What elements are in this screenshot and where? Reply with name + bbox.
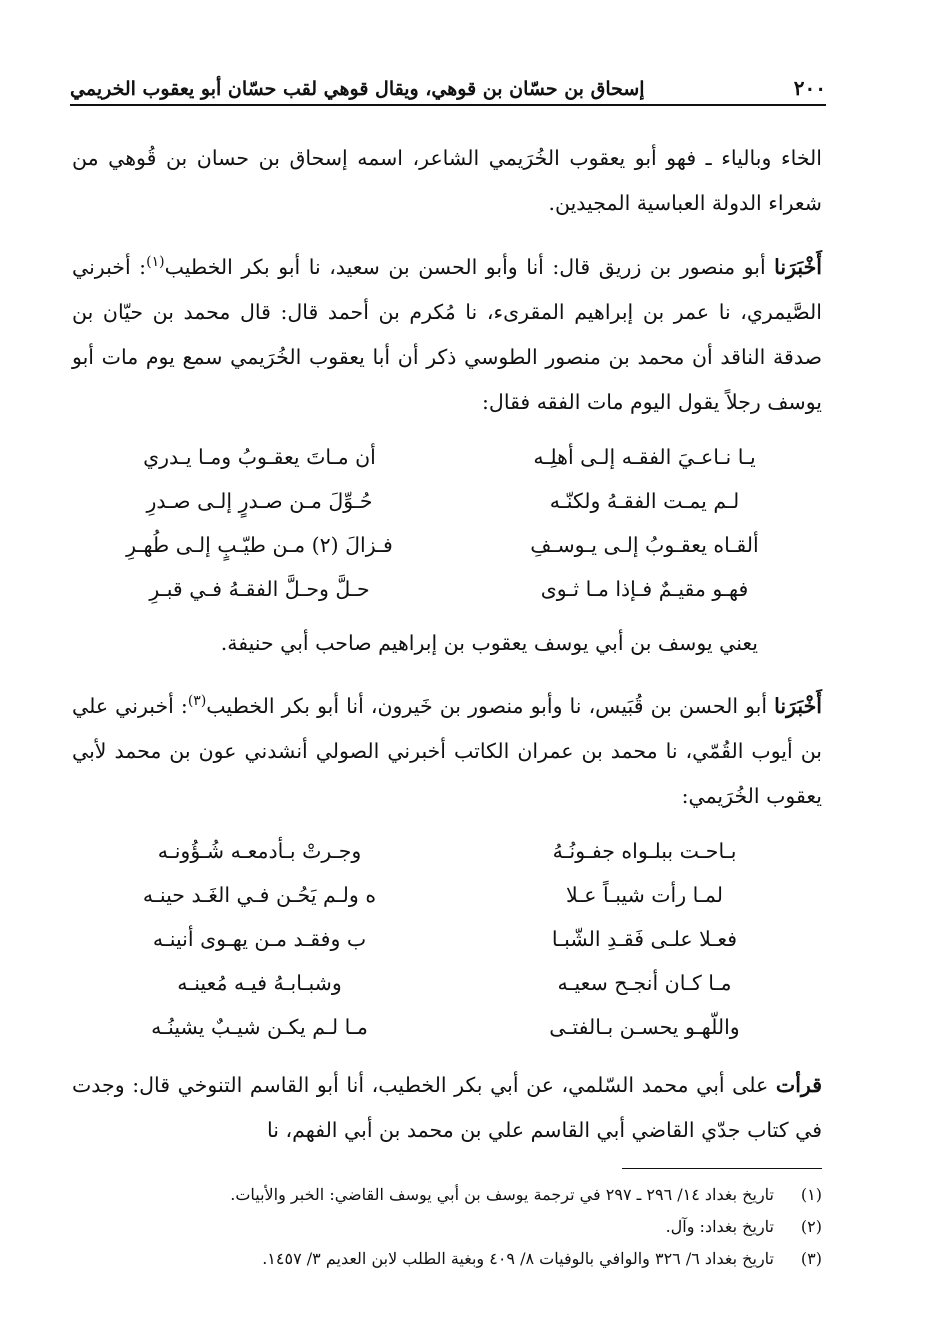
- verse-first-hemistich: لمـا رأت شيبـاً عـلا: [565, 882, 724, 907]
- paragraph-3-lead: أَخْبَرَنا: [774, 693, 822, 718]
- paragraph-3-text-a: أبو الحسن بن قُبَيس، نا وأبو منصور بن خَيرون، أنا أبو بكر الخطيب: [206, 693, 768, 718]
- page-number: ٢٠٠: [793, 76, 826, 100]
- footnote-number: (٣): [800, 1249, 822, 1268]
- verse-second-hemistich: ه ولـم يَحُـن فـي الغَـد حينـه: [142, 882, 377, 907]
- paragraph-4-lead: قرأت: [775, 1072, 822, 1097]
- footnote-1: [72, 1179, 822, 1211]
- paragraph-2-text-b: : أخبرني الصَّيمري، نا عمر بن إبراهيم المقرىء، نا مُكرم بن أحمد قال: قال محمد بن حيّان بن صدقة الناقد أن محمد بن منصور الطوسي ذكر أن أبا يعقوب الخُرَيمي سمع يوم مات أبو يوسف رجلاً يقول اليوم مات الفقه فقال:: [72, 254, 822, 414]
- verse-first-hemistich: يـا نـاعـيَ الفقـه إلـى أهلِـه: [533, 444, 756, 469]
- paragraph-3-text-b: : أخبرني علي بن أيوب القُمّي، نا محمد بن عمران الكاتب أخبرني الصولي أنشدني عون بن محمد لأبي يعقوب الخُرَيمي:: [72, 693, 822, 808]
- footnote-number: (٢): [800, 1217, 822, 1236]
- verse-second-hemistich: أن مـاتَ يعقـوبُ ومـا يـدري: [143, 444, 376, 469]
- verse-first-hemistich: بـاحـت ببلـواه جفـونُـهُ: [552, 838, 737, 863]
- poem-2-verse: [72, 917, 822, 961]
- paragraph-2: [72, 240, 822, 425]
- verse-second-hemistich: حُـوِّلَ مـن صـدرٍ إلـى صـدرِ: [146, 488, 373, 513]
- poem-2-verse: [72, 961, 822, 1005]
- running-title: إسحاق بن حسّان بن قوهي، ويقال قوهي لقب حسّان أبو يعقوب الخريمي: [70, 78, 645, 100]
- footnotes: [72, 1168, 822, 1275]
- poem-2-verse: [72, 829, 822, 873]
- verse-second-hemistich: وشبـابـهُ فيـه مُعينـه: [177, 970, 342, 995]
- poem-1-verse: [72, 479, 822, 523]
- verse-first-hemistich: مـا كـان أنجـح سعيـه: [557, 970, 732, 995]
- verse-second-hemistich: مـا لـم يكـن شيـبٌ يشينُـه: [151, 1014, 368, 1039]
- paragraph-4: [72, 1063, 822, 1153]
- verse-first-hemistich: فهـو مقيـمٌ فـإذا مـا ثـوى: [540, 576, 749, 601]
- poem-1: [72, 435, 822, 611]
- paragraph-1: الخاء وبالياء ـ فهو أبو يعقوب الخُرَيمي الشاعر، اسمه إسحاق بن حسان بن قُوهي من شعراء الدولة العباسية المجيدين.: [72, 146, 822, 215]
- footnote-number: (١): [800, 1185, 822, 1204]
- footnote-2: [72, 1211, 822, 1243]
- footnote-text: تاريخ بغداد ١٤/ ٢٩٦ ـ ٢٩٧ في ترجمة يوسف بن أبي يوسف القاضي: الخبر والأبيات.: [230, 1185, 774, 1204]
- footnote-divider: [622, 1168, 822, 1169]
- verse-second-hemistich: فـزالَ (٢) مـن طيّـبٍ إلـى طُهـرِ: [126, 532, 393, 557]
- footnote-marker-1[interactable]: (١): [146, 254, 165, 270]
- footnote-text: تاريخ بغداد ٦/ ٣٢٦ والوافي بالوفيات ٨/ ٤٠٩ وبغية الطلب لابن العديم ٣/ ١٤٥٧.: [262, 1249, 774, 1268]
- explanatory-note: يعني يوسف بن أبي يوسف يعقوب بن إبراهيم صاحب أبي حنيفة.: [220, 630, 758, 655]
- verse-second-hemistich: وجـرتْ بـأدمعـه شُـؤُونـه: [157, 838, 362, 863]
- poem-1-verse: [72, 567, 822, 611]
- poem-2-verse: [72, 1005, 822, 1049]
- verse-second-hemistich: ب وفقـد مـن يهـوى أنينـه: [152, 926, 367, 951]
- verse-first-hemistich: فعـلا علـى فَقـدِ الشّبـا: [551, 926, 738, 951]
- paragraph-4-text: على أبي محمد السّلمي، عن أبي بكر الخطيب، أنا أبو القاسم التنوخي قال: وجدت في كتاب جدّي القاضي أبي القاسم علي بن محمد بن أبي الفهم، نا: [72, 1072, 822, 1142]
- paragraph-2-lead: أَخْبَرَنا: [774, 254, 822, 279]
- paragraph-3: [72, 679, 822, 819]
- poem-1-verse: [72, 435, 822, 479]
- poem-2-verse: [72, 873, 822, 917]
- footnote-text: تاريخ بغداد: وآل.: [665, 1217, 774, 1236]
- verse-first-hemistich: لـم يمـت الفقـهُ ولكنّـه: [549, 488, 740, 513]
- running-header: [70, 64, 826, 106]
- verse-second-hemistich: حـلَّ وحـلَّ الفقـهُ فـي قبـرِ: [149, 576, 370, 601]
- footnote-marker-3[interactable]: (٣): [187, 692, 207, 709]
- poem-2: [72, 829, 822, 1049]
- main-text: [72, 136, 822, 1153]
- verse-first-hemistich: ألقـاه يعقـوبُ إلـى يـوسـفِ: [530, 532, 759, 557]
- footnote-3: [72, 1243, 822, 1275]
- verse-first-hemistich: واللّهـو يحسـن بـالفتـى: [549, 1014, 740, 1039]
- paragraph-2-text-a: أبو منصور بن زريق قال: أنا وأبو الحسن بن سعيد، نا أبو بكر الخطيب: [164, 254, 766, 279]
- poem-1-verse: [72, 523, 822, 567]
